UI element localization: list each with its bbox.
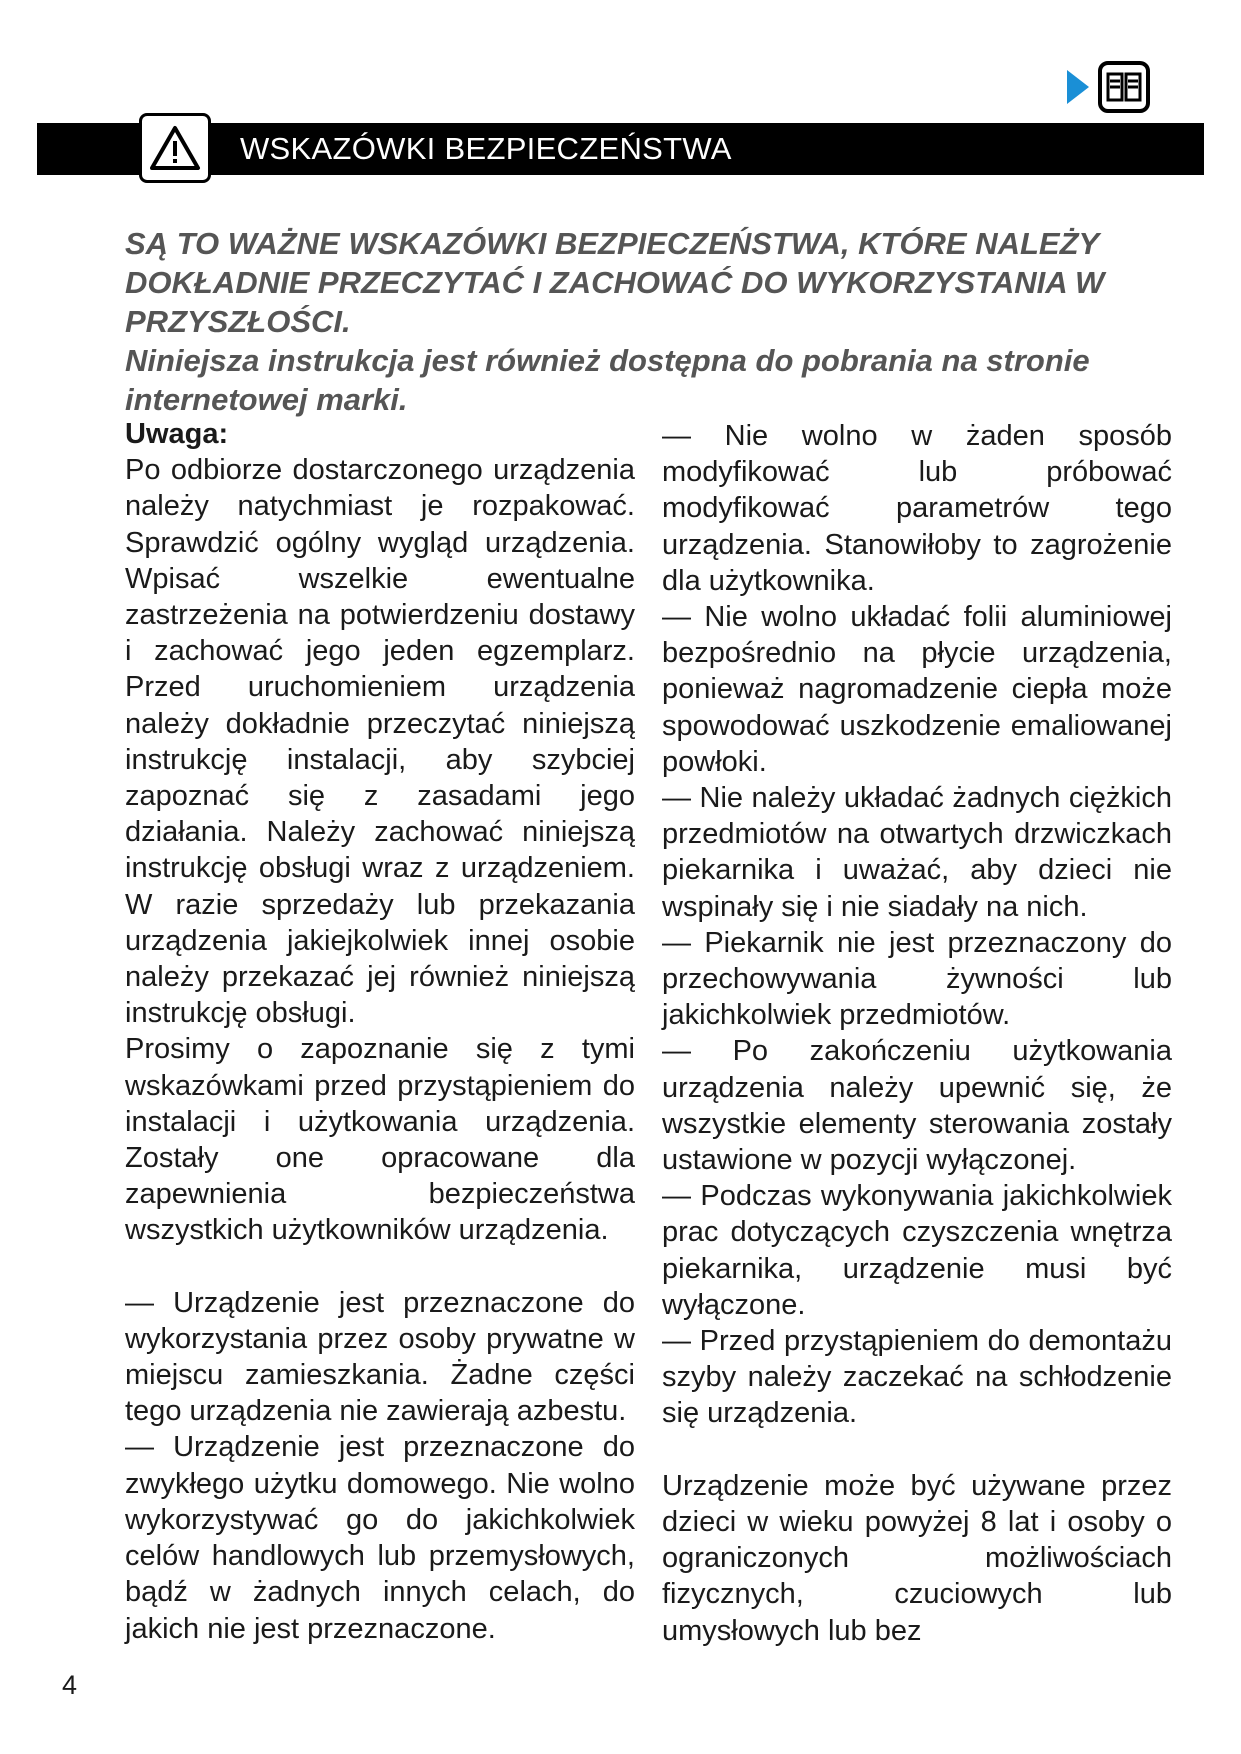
paragraph: Po odbiorze dostarczonego urządzenia należy natychmiast je rozpakować. Sprawdzić ogólny wygląd urządzenia. Wpisać wszelkie ewentualne zastrzeżenia na potwierdzeniu dostawy i zachować jego jeden egzemplarz. Przed uruchomieniem urządzenia należy dokładnie przeczytać niniejszą instrukcję instalacji, aby szybciej zapoznać się z zasadami jego działania. Należy zachować niniejszą instrukcję obsługi wraz z urządzeniem. W razie sprzedaży lub przekazania urządzenia jakiejkolwiek innej osobie należy przekazać jej również niniejszą instrukcję obsługi.: [125, 454, 635, 1030]
intro-notice: [125, 224, 1185, 419]
warning-triangle-icon: [149, 125, 201, 171]
paragraph: Prosimy o zapoznanie się z tymi wskazówkami przed przystąpieniem do instalacji i użytkowania urządzenia. Zostały one opracowane dla zapewnienia bezpieczeństwa wszystkich użytkowników urządzenia.: [125, 1033, 635, 1247]
play-arrow-icon[interactable]: [1067, 70, 1089, 104]
paragraph: — Urządzenie jest przeznaczone do zwykłego użytku domowego. Nie wolno wykorzystywać go do jakichkolwiek celów handlowych lub przemysłowych, bądź w żadnych innych celach, do jakich nie jest przeznaczone.: [125, 1431, 635, 1645]
paragraph: — Nie wolno układać folii aluminiowej bezpośrednio na płycie urządzenia, ponieważ nagromadzenie ciepła może spowodować uszkodzenie emaliowanej powłoki.: [662, 601, 1172, 778]
paragraph: — Nie należy układać żadnych ciężkich przedmiotów na otwartych drzwiczkach piekarnika i uważać, aby dzieci nie wspinały się i nie siadały na nich.: [662, 782, 1172, 923]
note-heading: Uwaga:: [125, 418, 229, 450]
page-number: 4: [62, 1670, 78, 1700]
paragraph: — Przed przystąpieniem do demontażu szyby należy zaczekać na schłodzenie się urządzenia.: [662, 1325, 1172, 1430]
intro-important-text: SĄ TO WAŻNE WSKAZÓWKI BEZPIECZEŃSTWA, KTÓRE NALEŻY DOKŁADNIE PRZECZYTAĆ I ZACHOWAĆ DO WYKORZYSTANIA W PRZYSZŁOŚCI.: [125, 226, 1105, 339]
top-navigation: [1067, 60, 1151, 114]
paragraph: — Podczas wykonywania jakichkolwiek prac dotyczących czyszczenia wnętrza piekarnika, urządzenie musi być wyłączone.: [662, 1180, 1172, 1321]
manual-book-icon[interactable]: [1097, 60, 1151, 114]
warning-badge: [139, 113, 211, 183]
left-column: [125, 416, 635, 1647]
paragraph: — Piekarnik nie jest przeznaczony do przechowywania żywności lub jakichkolwiek przedmiotów.: [662, 926, 1172, 1032]
intro-download-text: Niniejsza instrukcja jest również dostępna do pobrania na stronie internetowej marki.: [125, 343, 1090, 417]
paragraph: — Po zakończeniu użytkowania urządzenia należy upewnić się, że wszystkie elementy sterowania zostały ustawione w pozycji wyłączonej.: [662, 1035, 1172, 1177]
section-title: WSKAZÓWKI BEZPIECZEŃSTWA: [240, 131, 732, 166]
paragraph: — Urządzenie jest przeznaczone do wykorzystania przez osoby prywatne w miejscu zamieszkania. Żadne części tego urządzenia nie zawierają azbestu.: [125, 1286, 635, 1428]
paragraph: Urządzenie może być używane przez dzieci w wieku powyżej 8 lat i osoby o ograniczonych możliwościach fizycznych, czuciowych lub umysłowych lub bez: [662, 1469, 1172, 1647]
right-column: [662, 418, 1172, 1649]
paragraph: — Nie wolno w żaden sposób modyfikować lub próbować modyfikować parametrów tego urządzenia. Stanowiłoby to zagrożenie dla użytkownika.: [662, 420, 1172, 597]
